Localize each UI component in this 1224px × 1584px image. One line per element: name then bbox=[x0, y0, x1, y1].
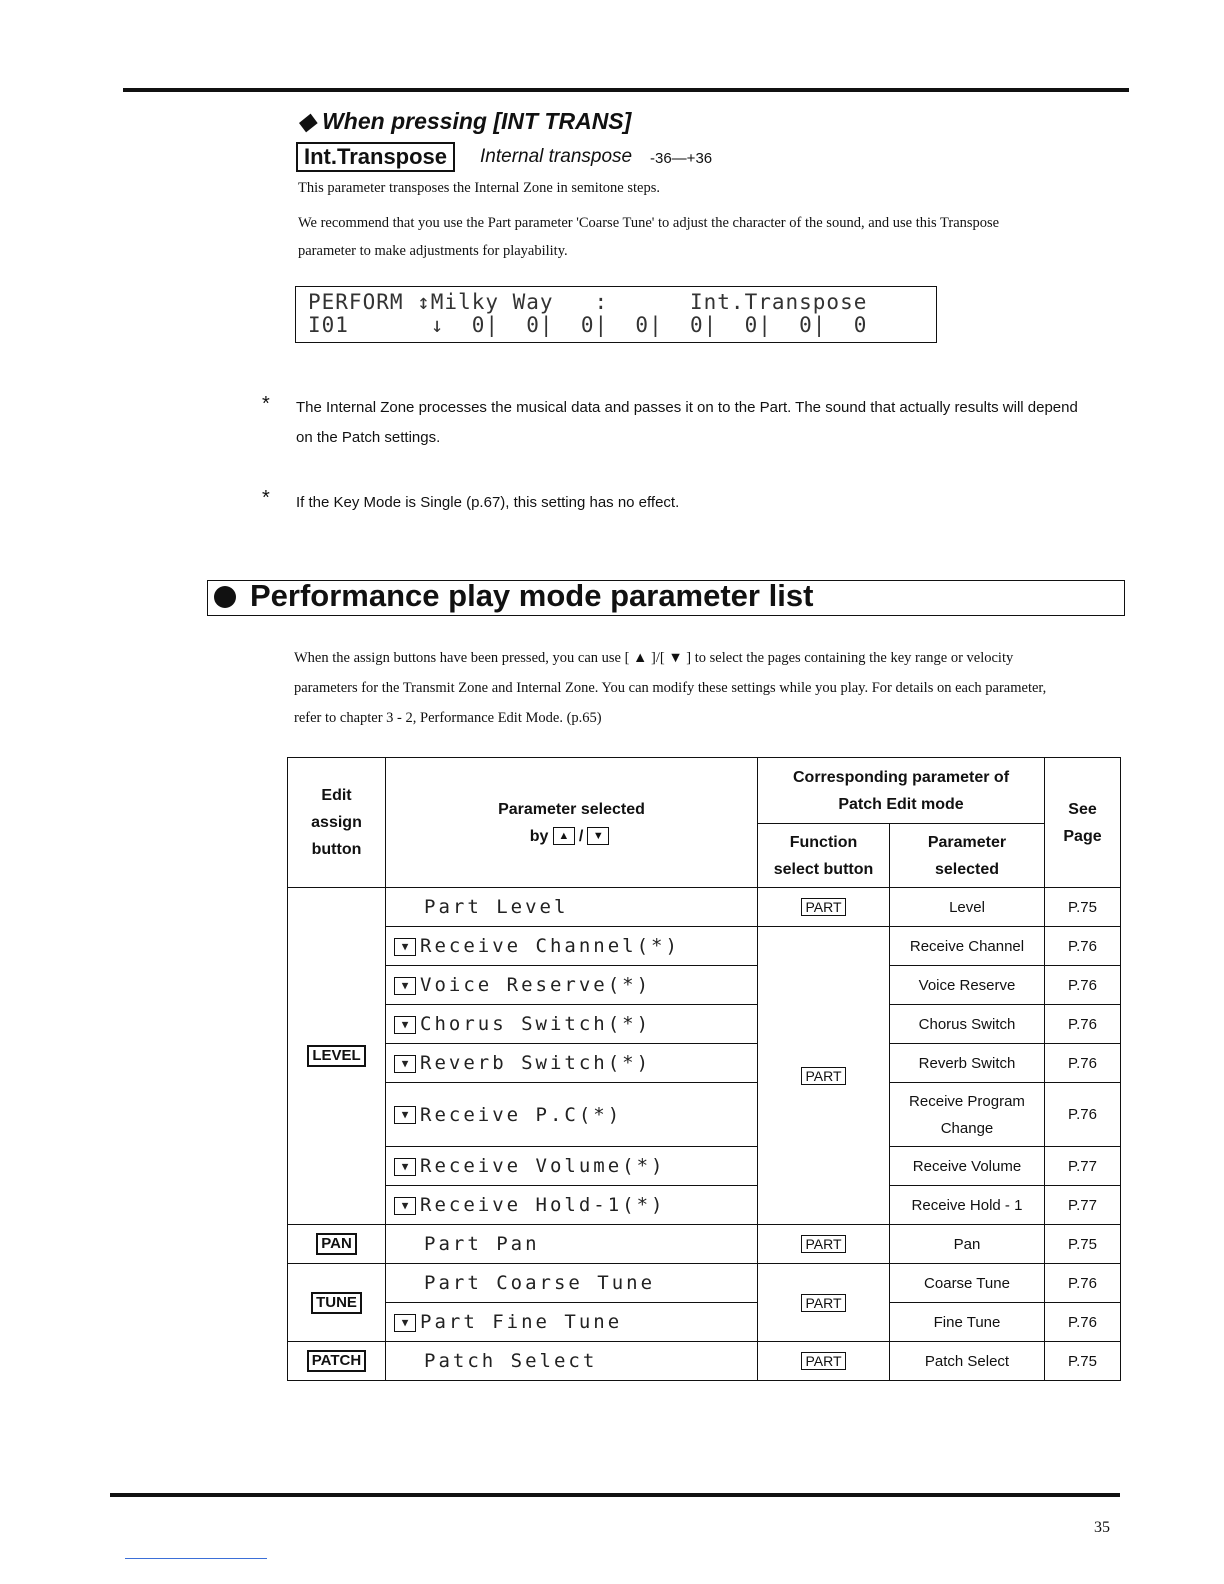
header-edit-assign: Edit assign button bbox=[288, 758, 386, 888]
header-function-select: Function select button bbox=[758, 824, 890, 888]
header-parameter-selected-patch: Parameter selected bbox=[890, 824, 1045, 888]
section-paragraph-1: When the assign buttons have been pressed, you can use [ ▲ ]/[ ▼ ] to select the pages containing the key range or velocity bbox=[294, 650, 1014, 666]
parameter-label: Int.Transpose bbox=[296, 142, 455, 172]
lcd-cell: ▼ Reverb Switch(*) bbox=[386, 1044, 758, 1083]
see-page: P.76 bbox=[1045, 927, 1121, 966]
header-see-page: See Page bbox=[1045, 758, 1121, 888]
section-title: Performance play mode parameter list bbox=[250, 578, 814, 613]
part-button: PART bbox=[801, 1235, 845, 1253]
header-corresponding-parameter: Corresponding parameter of Patch Edit mode bbox=[758, 758, 1045, 824]
patch-parameter: Pan bbox=[890, 1225, 1045, 1264]
lcd-cell: ▼ Receive Channel(*) bbox=[386, 927, 758, 966]
table-row bbox=[288, 1264, 1121, 1303]
lcd-cell: ▼ Chorus Switch(*) bbox=[386, 1005, 758, 1044]
parameter-table bbox=[287, 757, 1121, 1381]
header-parameter-selected: Parameter selected by ▲ / ▼ bbox=[386, 758, 758, 888]
patch-parameter: Reverb Switch bbox=[890, 1044, 1045, 1083]
lcd-line-1: PERFORM ↕Milky Way : Int.Transpose bbox=[308, 290, 868, 314]
down-arrow-icon: ▼ bbox=[587, 827, 609, 845]
table-row bbox=[288, 1083, 1121, 1147]
down-arrow-icon: ▼ bbox=[394, 977, 416, 995]
see-page: P.76 bbox=[1045, 1005, 1121, 1044]
function-button-cell bbox=[758, 1342, 890, 1381]
patch-parameter: Receive Program Change bbox=[890, 1083, 1045, 1147]
level-button-cell bbox=[288, 888, 386, 1225]
patch-parameter: Receive Channel bbox=[890, 927, 1045, 966]
down-arrow-icon: ▼ bbox=[394, 1016, 416, 1034]
patch-parameter: Chorus Switch bbox=[890, 1005, 1045, 1044]
function-button-cell bbox=[758, 1264, 890, 1342]
function-button-cell bbox=[758, 1225, 890, 1264]
table-row bbox=[288, 927, 1121, 966]
function-button-cell bbox=[758, 888, 890, 927]
note-2: If the Key Mode is Single (p.67), this setting has no effect. bbox=[296, 494, 680, 511]
down-arrow-icon: ▼ bbox=[394, 1106, 416, 1124]
patch-button-cell bbox=[288, 1342, 386, 1381]
body-paragraph-2: We recommend that you use the Part parameter 'Coarse Tune' to adjust the character of the sound, and use this Transpose bbox=[298, 215, 1000, 231]
see-page: P.75 bbox=[1045, 1225, 1121, 1264]
part-button: PART bbox=[801, 1294, 845, 1312]
part-button: PART bbox=[801, 898, 845, 916]
bullet-icon bbox=[214, 586, 236, 608]
table-row bbox=[288, 1044, 1121, 1083]
table-row bbox=[288, 1186, 1121, 1225]
up-arrow-icon: ▲ bbox=[553, 827, 575, 845]
see-page: P.75 bbox=[1045, 888, 1121, 927]
patch-parameter: Patch Select bbox=[890, 1342, 1045, 1381]
table-row bbox=[288, 1147, 1121, 1186]
note-1-line-2: on the Patch settings. bbox=[296, 429, 441, 446]
patch-parameter: Coarse Tune bbox=[890, 1264, 1045, 1303]
body-paragraph-1: This parameter transposes the Internal Zone in semitone steps. bbox=[298, 180, 660, 196]
see-page: P.76 bbox=[1045, 1044, 1121, 1083]
page-number: 35 bbox=[1094, 1519, 1110, 1536]
section-heading: ◆ When pressing [INT TRANS] bbox=[298, 108, 632, 134]
section-paragraph-3: refer to chapter 3 - 2, Performance Edit Mode. (p.65) bbox=[294, 710, 602, 726]
see-page: P.76 bbox=[1045, 1264, 1121, 1303]
down-arrow-icon: ▼ bbox=[394, 1314, 416, 1332]
section-paragraph-2: parameters for the Transmit Zone and Internal Zone. You can modify these settings while you play. For details on each parameter, bbox=[294, 680, 1047, 696]
see-page: P.76 bbox=[1045, 966, 1121, 1005]
down-arrow-icon: ▼ bbox=[394, 1197, 416, 1215]
patch-parameter: Level bbox=[890, 888, 1045, 927]
body-paragraph-3: parameter to make adjustments for playability. bbox=[298, 243, 568, 259]
parameter-description: Internal transpose bbox=[480, 146, 633, 167]
see-page: P.76 bbox=[1045, 1083, 1121, 1147]
table-row bbox=[288, 1225, 1121, 1264]
table-row bbox=[288, 1005, 1121, 1044]
down-arrow-icon: ▼ bbox=[394, 1158, 416, 1176]
table-row bbox=[288, 888, 1121, 927]
lcd-line-2: I01 ↓ 0| 0| 0| 0| 0| 0| 0| 0 bbox=[308, 313, 868, 337]
lcd-cell: ▼ Receive Volume(*) bbox=[386, 1147, 758, 1186]
tune-button-cell bbox=[288, 1264, 386, 1342]
patch-button: PATCH bbox=[307, 1350, 366, 1372]
see-page: P.77 bbox=[1045, 1147, 1121, 1186]
lcd-cell: ▼ Receive Hold-1(*) bbox=[386, 1186, 758, 1225]
parameter-range: -36—+36 bbox=[650, 150, 713, 167]
level-button: LEVEL bbox=[307, 1045, 365, 1067]
lcd-cell: ▼ Part Fine Tune bbox=[386, 1303, 758, 1342]
table-row bbox=[288, 1303, 1121, 1342]
note-1-line-1: The Internal Zone processes the musical data and passes it on to the Part. The sound that actually results will depend bbox=[296, 399, 1078, 416]
down-arrow-icon: ▼ bbox=[394, 1055, 416, 1073]
top-rule bbox=[123, 88, 1129, 92]
part-button: PART bbox=[801, 1067, 845, 1085]
pan-button: PAN bbox=[316, 1233, 357, 1255]
lcd-cell: Part Coarse Tune bbox=[386, 1264, 758, 1303]
table-header-row bbox=[288, 758, 1121, 824]
patch-parameter: Voice Reserve bbox=[890, 966, 1045, 1005]
note-asterisk-2: * bbox=[262, 487, 270, 509]
footer-link-line bbox=[125, 1558, 267, 1559]
patch-parameter: Receive Hold - 1 bbox=[890, 1186, 1045, 1225]
lcd-cell: Patch Select bbox=[386, 1342, 758, 1381]
lcd-display bbox=[295, 286, 937, 343]
lcd-cell: Part Level bbox=[386, 888, 758, 927]
function-button-cell bbox=[758, 927, 890, 1225]
see-page: P.76 bbox=[1045, 1303, 1121, 1342]
table-row bbox=[288, 1342, 1121, 1381]
lcd-cell: ▼ Receive P.C(*) bbox=[386, 1083, 758, 1147]
table-row bbox=[288, 966, 1121, 1005]
patch-parameter: Fine Tune bbox=[890, 1303, 1045, 1342]
lcd-cell: ▼ Voice Reserve(*) bbox=[386, 966, 758, 1005]
pan-button-cell bbox=[288, 1225, 386, 1264]
patch-parameter: Receive Volume bbox=[890, 1147, 1045, 1186]
lcd-cell: Part Pan bbox=[386, 1225, 758, 1264]
see-page: P.77 bbox=[1045, 1186, 1121, 1225]
note-asterisk-1: * bbox=[262, 393, 270, 415]
down-arrow-icon: ▼ bbox=[394, 938, 416, 956]
part-button: PART bbox=[801, 1352, 845, 1370]
see-page: P.75 bbox=[1045, 1342, 1121, 1381]
bottom-rule bbox=[110, 1493, 1120, 1497]
tune-button: TUNE bbox=[311, 1292, 362, 1314]
